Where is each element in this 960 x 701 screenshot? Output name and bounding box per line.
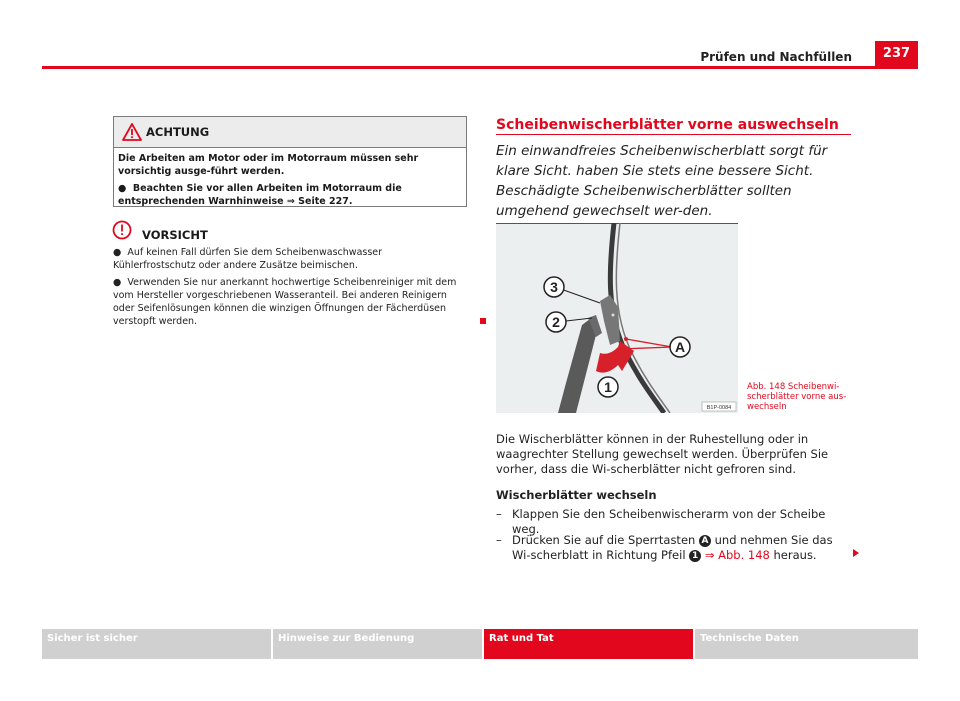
header-rule xyxy=(42,66,918,69)
procedure-step xyxy=(496,533,856,565)
figure-link[interactable]: ⇒ Abb. 148 xyxy=(704,548,770,562)
continue-arrow-icon xyxy=(852,549,860,557)
nav-tab-help[interactable]: Rat und Tat xyxy=(484,629,693,659)
warning-text xyxy=(118,152,462,212)
step-text: Klappen Sie den Scheibenwischerarm von der Scheibe weg. xyxy=(512,507,826,536)
callout-1 xyxy=(598,377,618,397)
warning-title: ACHTUNG xyxy=(146,125,210,139)
chapter-title: Prüfen und Nachfüllen xyxy=(700,50,852,64)
caution-title: VORSICHT xyxy=(142,228,208,242)
step-dash: – xyxy=(496,533,502,547)
step-text: Drücken Sie auf die Sperrtasten A und nehmen Sie das Wi-scherblatt in Richtung Pfeil 1 ⇒ Abb. 148 heraus. xyxy=(512,533,833,562)
warning-bullet: ● Beachten Sie vor allen Arbeiten im Motorraum die entsprechenden Warnhinweise ⇒ Seite 227. xyxy=(118,183,402,207)
warning-paragraph: Die Arbeiten am Motor oder im Motorraum müssen sehr vorsichtig ausge-führt werden. xyxy=(118,153,419,177)
caution-bullet: ● Verwenden Sie nur anerkannt hochwertige Scheibenreiniger mit dem vom Hersteller vorgeschriebenen Wasseranteil. Bei anderen Reinigern oder Seifenlösungen können die winzigen Öffnungen der Fächerdüsen verstopft werden. xyxy=(113,277,457,327)
callout-2-label: 2 xyxy=(552,314,560,330)
figure-code: B1P-0084 xyxy=(706,405,732,411)
caution-bullet: ● Auf keinen Fall dürfen Sie dem Scheibenwaschwasser Kühlerfrostschutz oder andere Zusätze beimischen. xyxy=(113,247,383,271)
procedure-heading: Wischerblätter wechseln xyxy=(496,488,657,502)
nav-tab-safety[interactable]: Sicher ist sicher xyxy=(42,629,271,659)
callout-3 xyxy=(544,277,564,297)
warning-box xyxy=(113,116,467,207)
figure-caption: Abb. 148 Scheibenwi-scherblätter vorne aus-wechseln xyxy=(747,382,847,412)
wiper-figure xyxy=(496,223,738,413)
caution-icon xyxy=(112,220,132,240)
step-dash: – xyxy=(496,507,502,521)
callout-2 xyxy=(546,312,566,332)
callout-a-label: A xyxy=(674,339,686,355)
callout-1-label: 1 xyxy=(604,379,612,395)
arrow-1-badge: 1 xyxy=(689,550,701,562)
caution-text xyxy=(113,246,467,332)
nav-tab-technical[interactable]: Technische Daten xyxy=(695,629,918,659)
section-title: Scheibenwischerblätter vorne auswechseln xyxy=(496,117,839,133)
key-a-badge: A xyxy=(699,535,711,547)
warning-triangle-icon xyxy=(122,123,142,141)
callout-a xyxy=(670,337,690,357)
section-end-marker xyxy=(480,318,486,324)
section-rule xyxy=(496,134,851,135)
page-number: 237 xyxy=(875,41,918,66)
nav-tab-operation[interactable]: Hinweise zur Bedienung xyxy=(273,629,482,659)
procedure-step xyxy=(496,507,856,536)
body-paragraph: Die Wischerblätter können in der Ruhestellung oder in waagrechter Stellung gewechselt werden. Überprüfen Sie vorher, dass die Wi-scherblätter nicht gefroren sind. xyxy=(496,432,829,476)
section-intro: Ein einwandfreies Scheibenwischerblatt sorgt für klare Sicht. haben Sie stets eine bessere Sicht. Beschädigte Scheibenwischerblätter sollten umgehend gewechselt wer-den. xyxy=(496,143,828,219)
callout-3-label: 3 xyxy=(550,279,558,295)
warning-header xyxy=(114,117,466,148)
